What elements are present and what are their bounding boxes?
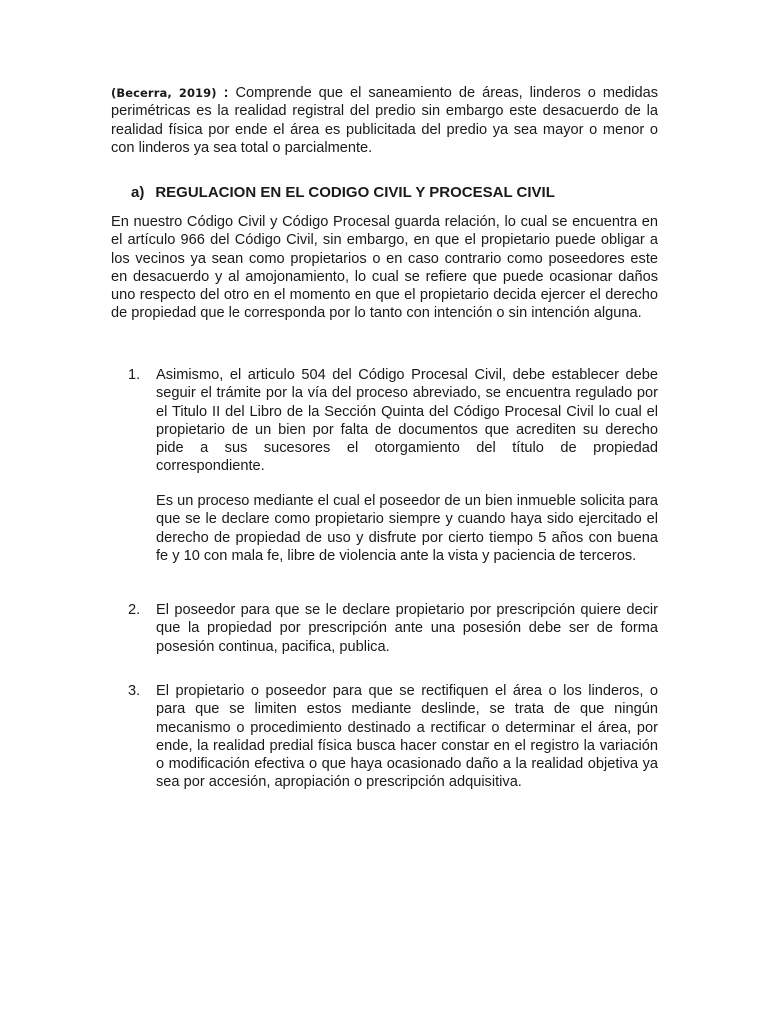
citation: (Becerra, 2019) — [111, 86, 217, 100]
citation-colon: : — [223, 85, 229, 101]
list-number: 1. — [128, 367, 141, 383]
list-item-subtext: Es un proceso mediante el cual el poseedor de un bien inmueble solicita para que se le declare como propietario siempre y cuando haya sido ejercitado el derecho de propiedad de uso y disfrute por cierto tiempo 5 años con buena fe y 10 con mala fe, libre de violencia ante la vista y paciencia de terceros. — [156, 493, 658, 564]
list-number: 3. — [128, 683, 141, 699]
intro-paragraph — [111, 84, 658, 157]
section-title: REGULACION EN EL CODIGO CIVIL Y PROCESAL CIVIL — [155, 184, 555, 201]
section-paragraph: En nuestro Código Civil y Código Procesal guarda relación, lo cual se encuentra en el artículo 966 del Código Civil, sin embargo, en que el propietario puede obligar a los vecinos ya sean como propietarios o en caso contrario como poseedores este en desacuerdo y al amojonamiento, lo cual se refiere que puede ocasionar daños uno respecto del otro en el momento en que el propietario decida ejercer el derecho de propiedad que le corresponda por lo tanto con intención o sin intención alguna. — [111, 214, 658, 322]
list-item-text: El poseedor para que se le declare propietario por prescripción quiere decir que la propiedad por prescripción ante una posesión debe ser de forma posesión continua, pacifica, publica. — [156, 602, 658, 655]
intro-text: Comprende que el saneamiento de áreas, linderos o medidas perimétricas es la realidad registral del predio sin embargo este desacuerdo de la realidad física por ende el área es publicitada del predio ya sea mayor o menor o con linderos ya sea total o parcialmente. — [111, 85, 658, 156]
list-item-text: Asimismo, el articulo 504 del Código Procesal Civil, debe establecer debe seguir el trámite por la vía del proceso abreviado, se encuentra regulado por el Titulo II del Libro de la Sección Quinta del Código Procesal Civil lo cual el propietario de un bien por falta de documentos que acrediten su derecho pide a sus sucesores el otorgamiento del título de propiedad correspondiente. — [156, 367, 658, 475]
list-item-text: El propietario o poseedor para que se rectifiquen el área o los linderos, o para que se limiten estos mediante deslinde, se trata de que ningún mecanismo o procedimiento destinado a rectificar o determinar el área, por ende, la realidad predial física busca hacer constar en el registro la variación o modificación efectiva o que haya ocasionado daño a la realidad objetiva ya sea por accesión, apropiación o prescripción adquisitiva. — [156, 683, 658, 791]
section-marker: a) — [131, 184, 145, 201]
section-heading — [131, 183, 671, 203]
list-number: 2. — [128, 602, 141, 618]
